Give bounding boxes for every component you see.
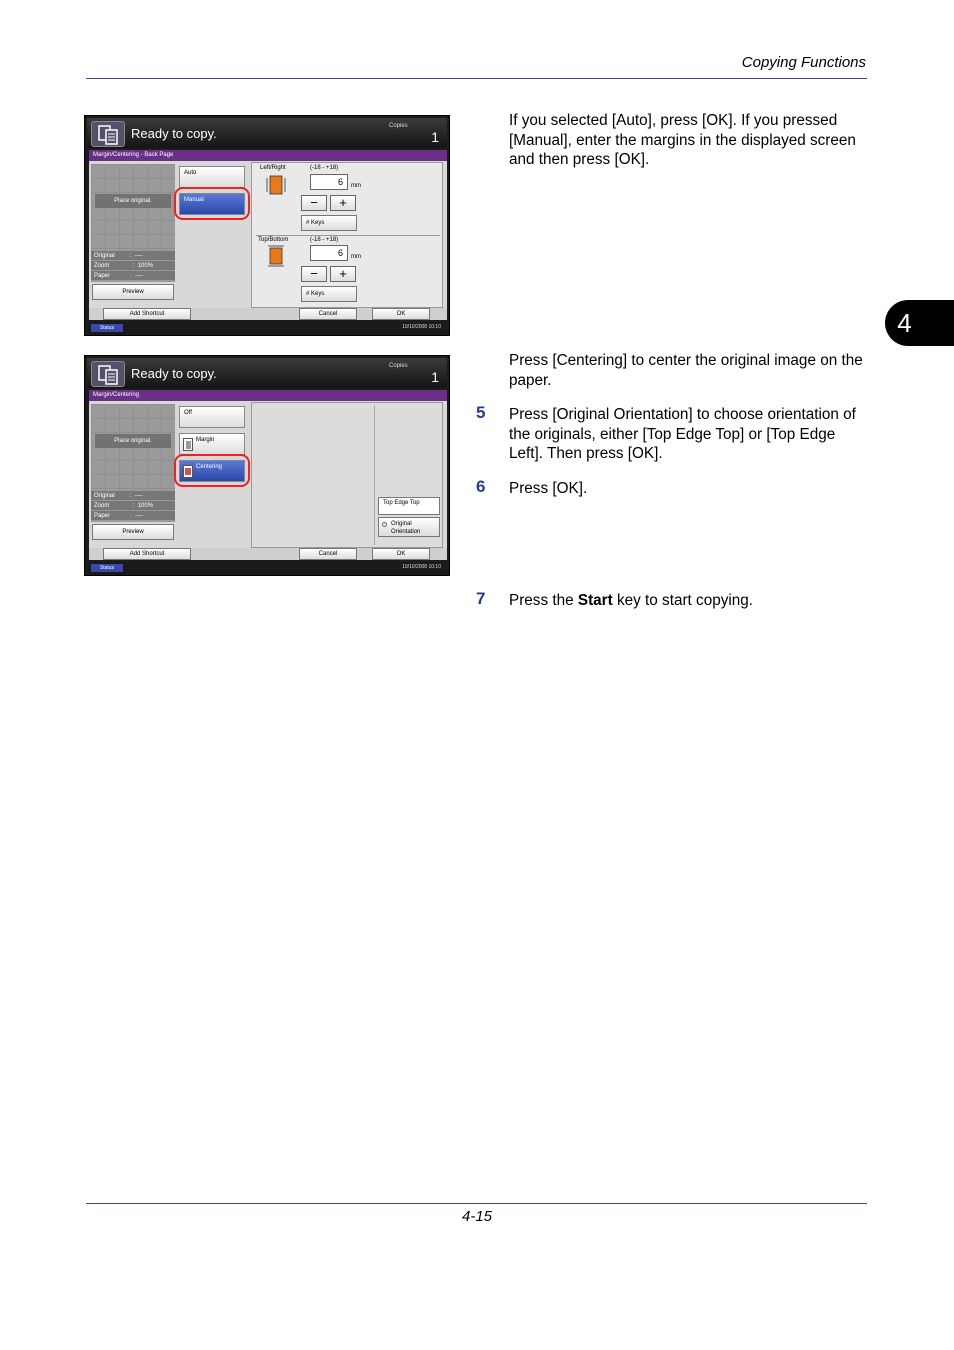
page-number: 4-15	[461, 1208, 493, 1225]
preview-button[interactable]: Preview	[92, 524, 174, 540]
option-off-button[interactable]: Off	[179, 406, 245, 428]
cancel-button[interactable]: Cancel	[299, 548, 357, 560]
instruction-centering: Press [Centering] to center the original image on the paper.	[509, 352, 863, 389]
panel-screenshot-manual	[84, 115, 450, 336]
step-5-number: 5	[476, 403, 486, 422]
option-auto-button[interactable]: Auto	[179, 166, 245, 188]
top-bottom-keys-button[interactable]: # Keys	[301, 286, 357, 302]
cancel-button[interactable]: Cancel	[299, 308, 357, 320]
original-info	[91, 491, 175, 521]
left-right-range: (-18 - +18)	[310, 165, 339, 171]
add-shortcut-button[interactable]: Add Shortcut	[103, 308, 191, 320]
step-7-text: Press the Start key to start copying.	[509, 592, 754, 609]
step-5-text: Press [Original Orientation] to choose orientation of the originals, either [Top Edge Top] or [Top Edge Left]. Then press [OK].	[509, 406, 856, 462]
touch-screen	[89, 390, 447, 560]
section-divider	[256, 235, 440, 236]
option-margin-label: Margin	[196, 437, 215, 443]
bottom-button-bar	[89, 308, 447, 320]
top-bottom-plus-button[interactable]: +	[330, 266, 356, 282]
date-time: 10/10/2008 10:10	[402, 564, 441, 570]
left-right-value-field[interactable]: 6	[310, 174, 348, 190]
left-right-unit: mm	[351, 183, 361, 189]
ready-message: Ready to copy.	[131, 126, 217, 141]
message-bar	[87, 118, 447, 148]
option-margin-button[interactable]	[179, 433, 245, 455]
top-bottom-label: Top/Bottom	[258, 237, 289, 243]
left-right-label: Left/Right	[260, 165, 286, 171]
touch-screen	[89, 150, 447, 320]
date-time: 10/10/2008 10:10	[402, 324, 441, 330]
bottom-button-bar	[89, 548, 447, 560]
place-original-label: Place original.	[95, 194, 171, 208]
copies-label: Copies	[389, 123, 408, 129]
left-right-minus-button[interactable]: −	[301, 195, 327, 211]
info-row-zoom: Zoom : 100%	[91, 501, 175, 511]
header-title: Copying Functions	[741, 54, 866, 71]
original-orientation-label: Original Orientation	[391, 521, 421, 535]
highlight-ring	[174, 454, 250, 487]
copy-icon	[91, 361, 125, 387]
option-centering-label: Centering	[196, 464, 223, 470]
top-bottom-value-field[interactable]: 6	[310, 245, 348, 261]
step-6-number: 6	[476, 477, 486, 496]
centering-settings-area	[251, 402, 443, 548]
screen-title: Margin/Centering	[89, 390, 447, 401]
copy-icon	[91, 121, 125, 147]
status-button[interactable]: Status	[91, 324, 123, 332]
info-row-paper: Paper : ----	[91, 511, 175, 521]
status-button[interactable]: Status	[91, 564, 123, 572]
info-row-zoom: Zoom : 100%	[91, 261, 175, 271]
left-right-margin-icon	[266, 174, 286, 196]
info-row-original: Original : ----	[91, 491, 175, 501]
instruction-auto-manual: If you selected [Auto], press [OK]. If you pressed [Manual], enter the margins in the displayed screen and then press [OK].	[509, 112, 856, 168]
message-bar	[87, 358, 447, 388]
orientation-icon	[382, 522, 387, 527]
top-edge-top-display: Top Edge Top	[378, 497, 440, 515]
left-right-plus-button[interactable]: +	[330, 195, 356, 211]
margin-settings-area	[251, 162, 443, 308]
top-bottom-unit: mm	[351, 254, 361, 260]
start-key-label: Start	[577, 592, 613, 609]
left-right-keys-button[interactable]: # Keys	[301, 215, 357, 231]
ready-message: Ready to copy.	[131, 366, 217, 381]
step-7-number: 7	[476, 589, 486, 608]
top-bottom-minus-button[interactable]: −	[301, 266, 327, 282]
header-rule	[86, 78, 867, 79]
place-original-label: Place original.	[95, 434, 171, 448]
chapter-tab: 4	[885, 300, 954, 346]
original-orientation-button[interactable]	[378, 517, 440, 537]
step-6-text: Press [OK].	[509, 480, 588, 497]
copies-count: 1	[431, 129, 439, 145]
status-bar	[87, 562, 447, 574]
top-bottom-range: (-18 - +18)	[310, 237, 339, 243]
preview-button[interactable]: Preview	[92, 284, 174, 300]
top-bottom-margin-icon	[266, 245, 286, 267]
info-row-original: Original : ----	[91, 251, 175, 261]
original-info	[91, 251, 175, 281]
add-shortcut-button[interactable]: Add Shortcut	[103, 548, 191, 560]
ok-button[interactable]: OK	[372, 548, 430, 560]
margin-icon	[183, 438, 193, 451]
footer-rule	[86, 1203, 867, 1204]
copies-label: Copies	[389, 363, 408, 369]
screen-title: Margin/Centering - Back Page	[89, 150, 447, 161]
copies-count: 1	[431, 369, 439, 385]
option-manual-button[interactable]: Manual	[179, 193, 245, 215]
info-row-paper: Paper : ----	[91, 271, 175, 281]
panel-screenshot-centering	[84, 355, 450, 576]
status-bar	[87, 322, 447, 334]
ok-button[interactable]: OK	[372, 308, 430, 320]
highlight-ring	[174, 187, 250, 220]
